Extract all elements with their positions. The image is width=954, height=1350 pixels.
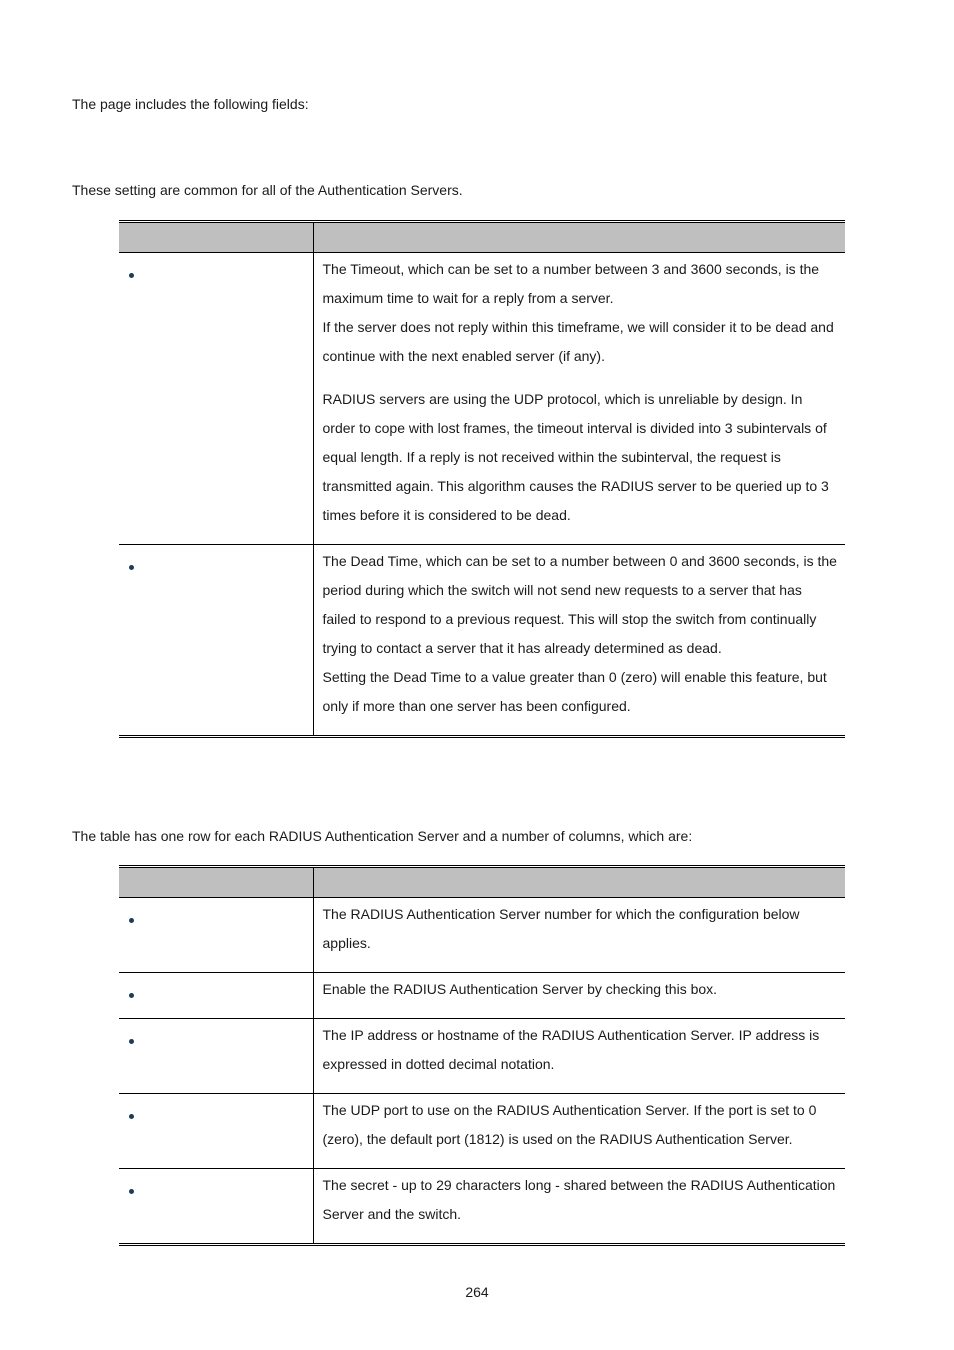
description-cell xyxy=(313,253,845,545)
object-cell xyxy=(119,1019,313,1094)
table-row-dead-time xyxy=(119,545,845,737)
bullet-icon xyxy=(129,993,134,998)
bullet-icon xyxy=(129,1039,134,1044)
description-paragraph: The UDP port to use on the RADIUS Authentication Server. If the port is set to 0 (zero), the default port (1812) is used on the RADIUS Authentication Server. xyxy=(322,1102,817,1147)
table-row-port xyxy=(119,1094,845,1169)
global-section-intro: These setting are common for all of the Authentication Servers. xyxy=(72,182,463,198)
description-header xyxy=(313,867,845,898)
object-cell xyxy=(119,973,313,1019)
server-config-table xyxy=(119,865,845,1246)
table-header-row xyxy=(119,867,845,898)
description-cell xyxy=(313,1019,845,1094)
description-cell xyxy=(313,973,845,1019)
table-header-row xyxy=(119,222,845,253)
bullet-icon xyxy=(129,565,134,570)
description-paragraph: The secret - up to 29 characters long - shared between the RADIUS Authentication Server and the switch. xyxy=(322,1177,836,1222)
object-header xyxy=(119,222,313,253)
intro-text: The page includes the following fields: xyxy=(72,96,309,112)
description-cell xyxy=(313,1094,845,1169)
description-paragraph: If the server does not reply within this timeframe, we will consider it to be dead and continue with the next enabled server (if any). xyxy=(322,319,834,364)
description-paragraph: The Timeout, which can be set to a number between 3 and 3600 seconds, is the maximum time to wait for a reply from a server. xyxy=(322,261,820,306)
table-row-enabled xyxy=(119,973,845,1019)
table-row-timeout xyxy=(119,253,845,545)
description-cell xyxy=(313,545,845,737)
bullet-icon xyxy=(129,273,134,278)
description-paragraph: The Dead Time, which can be set to a number between 0 and 3600 seconds, is the period during which the switch will not send new requests to a server that has failed to respond to a previous request. This will stop the switch from continually trying to contact a server that it has already determined as dead. xyxy=(322,553,837,656)
object-cell xyxy=(119,253,313,545)
description-header xyxy=(313,222,845,253)
page-number: 264 xyxy=(465,1284,489,1300)
table-row-server-number xyxy=(119,898,845,973)
description-cell xyxy=(313,898,845,973)
description-paragraph: The RADIUS Authentication Server number for which the configuration below applies. xyxy=(322,906,800,951)
object-header xyxy=(119,867,313,898)
description-cell xyxy=(313,1169,845,1245)
bullet-icon xyxy=(129,1189,134,1194)
table-row-secret xyxy=(119,1169,845,1245)
global-config-table xyxy=(119,220,845,738)
description-paragraph: Setting the Dead Time to a value greater than 0 (zero) will enable this feature, but only if more than one server has been configured. xyxy=(322,669,827,714)
description-paragraph: Enable the RADIUS Authentication Server by checking this box. xyxy=(322,981,718,997)
bullet-icon xyxy=(129,918,134,923)
object-cell xyxy=(119,1169,313,1245)
description-paragraph: The IP address or hostname of the RADIUS Authentication Server. IP address is expressed in dotted decimal notation. xyxy=(322,1027,820,1072)
description-paragraph: RADIUS servers are using the UDP protocol, which is unreliable by design. In order to cope with lost frames, the timeout interval is divided into 3 subintervals of equal length. If a reply is not received within the subinterval, the request is transmitted again. This algorithm causes the RADIUS server to be queried up to 3 times before it is considered to be dead. xyxy=(322,391,829,523)
object-cell xyxy=(119,545,313,737)
bullet-icon xyxy=(129,1114,134,1119)
table-row-ip-address xyxy=(119,1019,845,1094)
server-section-intro: The table has one row for each RADIUS Authentication Server and a number of columns, which are: xyxy=(72,828,693,844)
object-cell xyxy=(119,1094,313,1169)
object-cell xyxy=(119,898,313,973)
